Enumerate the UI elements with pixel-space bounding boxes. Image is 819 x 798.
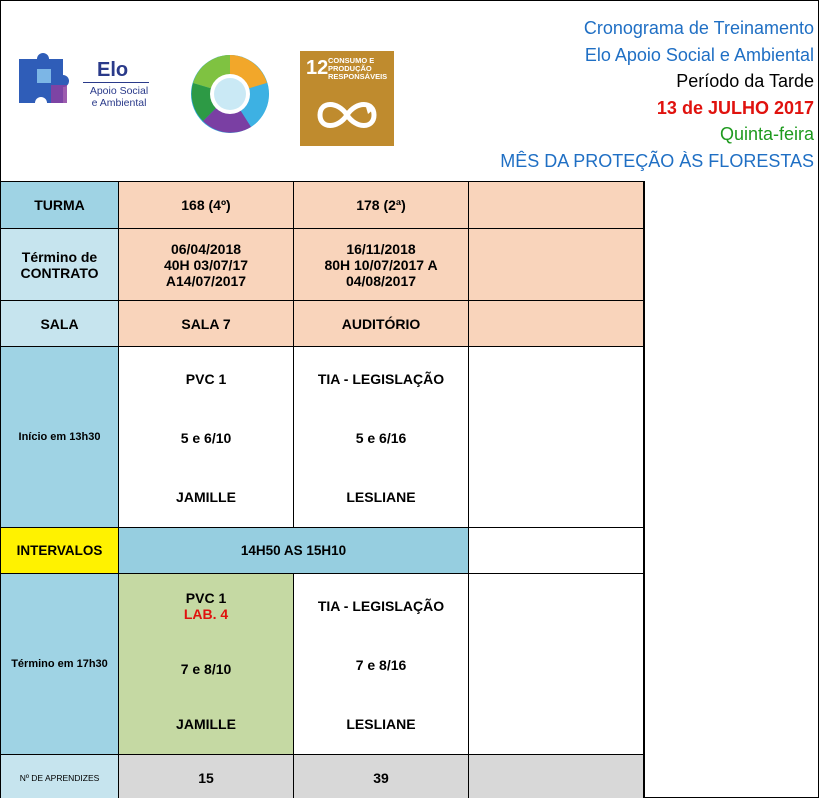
right-empty-area (643, 181, 819, 798)
termino-col1 (119, 574, 294, 755)
contrato-label: Término de CONTRATO (1, 229, 119, 301)
contrato-col2 (294, 229, 469, 301)
termino-col1-module: 7 e 8/10 (180, 661, 232, 677)
table-row-sala (1, 301, 645, 347)
organization-name: Elo Apoio Social e Ambiental (584, 44, 814, 65)
termino-col2 (294, 574, 469, 755)
inicio-col1-module: 5 e 6/10 (180, 430, 232, 446)
inicio-col2 (294, 347, 469, 528)
table-row-turma (1, 182, 645, 229)
termino-col1-instructor: JAMILLE (176, 716, 236, 732)
contrato-col1-line1: 06/04/2018 (170, 240, 242, 257)
sala-col2: AUDITÓRIO (294, 301, 469, 347)
table-row-contrato (1, 229, 645, 301)
month-theme: MÊS DA PROTEÇÃO ÀS FLORESTAS (500, 150, 814, 171)
aprendizes-col1: 15 (119, 755, 294, 798)
termino-col2-course: TIA - LEGISLAÇÃO (317, 598, 445, 614)
sdg-12-logo (300, 51, 394, 146)
contrato-col1-line3: A14/07/2017 (165, 272, 247, 289)
contrato-col1-line2: 40H 03/07/17 (163, 256, 249, 273)
turma-col2: 178 (2ª) (294, 182, 469, 229)
contrato-col1 (119, 229, 294, 301)
sala-col3 (469, 301, 645, 347)
sdg-text: CONSUMO E PRODUÇÃO RESPONSÁVEIS (328, 56, 388, 81)
period: Período da Tarde (676, 71, 814, 91)
table-row-inicio (1, 347, 645, 528)
date: 13 de JULHO 2017 (656, 97, 814, 118)
sala-col1: SALA 7 (119, 301, 294, 347)
table-row-termino (1, 574, 645, 755)
turma-label: TURMA (1, 182, 119, 229)
contrato-col2-line1: 16/11/2018 (346, 240, 416, 257)
contrato-col3 (469, 229, 645, 301)
termino-col1-lab: LAB. 4 (183, 606, 229, 622)
schedule-table (0, 181, 645, 798)
inicio-col2-instructor: LESLIANE (346, 489, 416, 505)
elo-logo-subtitle (87, 85, 151, 109)
intervalos-label: INTERVALOS (1, 528, 119, 574)
inicio-col2-module: 5 e 6/16 (355, 430, 407, 446)
weekday: Quinta-feira (719, 124, 814, 144)
table-row-intervalos (1, 528, 645, 574)
intervalos-value: 14H50 AS 15H10 (119, 528, 469, 574)
inicio-label: Início em 13h30 (1, 347, 119, 528)
inicio-col1 (119, 347, 294, 528)
termino-col2-instructor: LESLIANE (346, 716, 416, 732)
infinity-icon (314, 97, 380, 133)
table-row-aprendizes (1, 755, 645, 798)
contrato-col2-line2: 80H 10/07/2017 A (324, 256, 438, 273)
header-title-block (500, 15, 814, 174)
header (0, 0, 819, 181)
elo-logo-subtitle-2: e Ambiental (91, 97, 147, 109)
sala-label: SALA (1, 301, 119, 347)
contrato-col2-line3: 04/08/2017 (345, 272, 417, 289)
inicio-col3 (469, 347, 645, 528)
termino-col1-top (119, 590, 293, 622)
sustainable-development-logo-icon (189, 53, 271, 135)
turma-col1: 168 (4º) (119, 182, 294, 229)
inicio-col2-course: TIA - LEGISLAÇÃO (317, 371, 445, 387)
intervalos-col3 (469, 528, 645, 574)
termino-label: Término em 17h30 (1, 574, 119, 755)
elo-logo-name: Elo (97, 59, 129, 81)
schedule-title: Cronograma de Treinamento (583, 18, 814, 38)
elo-logo-divider (83, 82, 149, 83)
sdg-number: 12 (306, 57, 329, 79)
termino-col1-course: PVC 1 (185, 590, 227, 606)
aprendizes-col3 (469, 755, 645, 798)
elo-logo-subtitle-1: Apoio Social (89, 85, 149, 97)
inicio-col1-course: PVC 1 (185, 371, 227, 387)
aprendizes-col2: 39 (294, 755, 469, 798)
termino-col2-module: 7 e 8/16 (355, 657, 407, 673)
turma-col3 (469, 182, 645, 229)
aprendizes-label: Nº DE APRENDIZES (1, 755, 119, 798)
termino-col3 (469, 574, 645, 755)
inicio-col1-instructor: JAMILLE (176, 489, 236, 505)
